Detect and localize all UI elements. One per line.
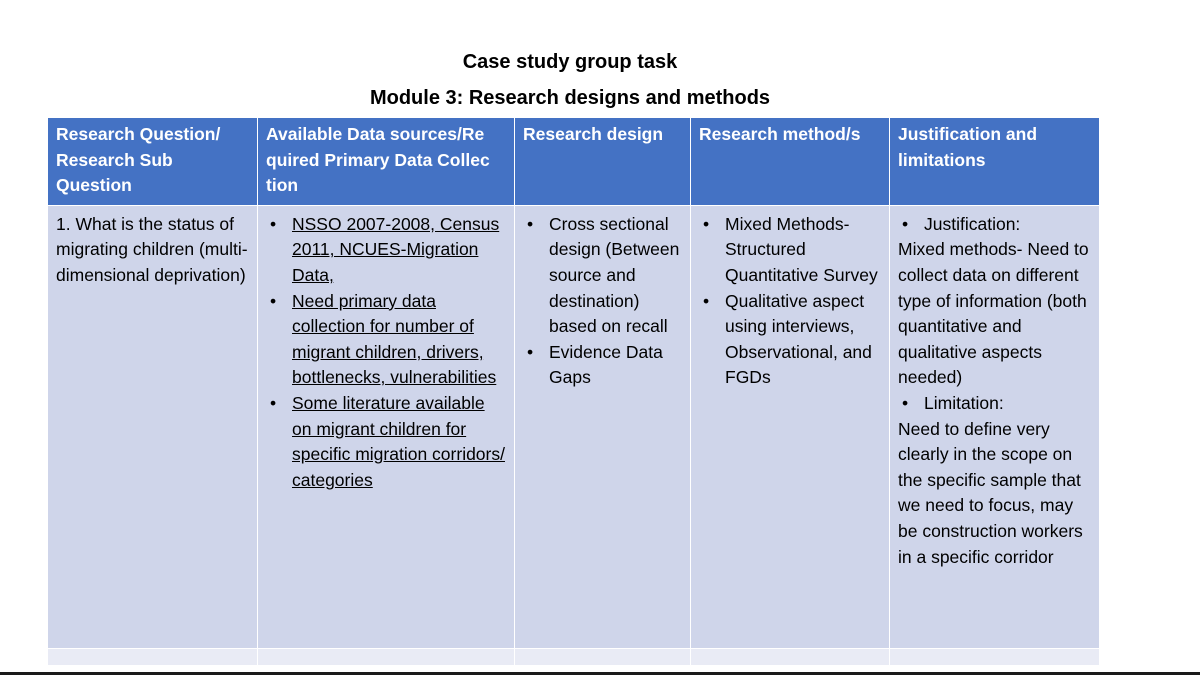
justification-heading: • Justification: [898, 212, 1091, 238]
data-source-text: NSSO 2007-2008, Census 2011, NCUES-Migration Data, [292, 213, 500, 285]
list-item [266, 289, 506, 391]
data-source-text: Some literature available on migrant children for specific migration corridors/ categories [292, 392, 505, 490]
empty-cell [515, 648, 691, 665]
list-item: • Mixed Methods-Structured Quantitative Survey [699, 212, 881, 289]
limitation-text: Need to define very clearly in the scope on the specific sample that we need to focus, may be construction workers in a specific corridor [898, 418, 1083, 567]
header-research-methods: Research method/s [691, 118, 890, 206]
header-research-question: Research Question/ Research Sub Question [48, 118, 258, 206]
cell-design [515, 205, 691, 648]
list-item [266, 391, 506, 493]
justification-text: Mixed methods- Need to collect data on different type of information (both quantitative and qualitative aspects needed) [898, 239, 1089, 388]
list-item: • Evidence Data Gaps [523, 340, 682, 391]
slide-title: Case study group task [462, 51, 678, 73]
table-header-row [48, 118, 1100, 206]
cell-methods [691, 205, 890, 648]
table-row [48, 648, 1100, 665]
design-list [523, 212, 682, 391]
empty-cell [48, 648, 258, 665]
list-item [266, 212, 506, 289]
slide-subtitle: Module 3: Research designs and methods [369, 87, 771, 109]
data-source-text: Need primary data collection for number of migrant children, drivers, bottlenecks, vulnerabilities [292, 290, 497, 388]
header-justification: Justification and limitations [890, 118, 1100, 206]
case-study-table [47, 117, 1100, 666]
list-item: • Qualitative aspect using interviews, Observational, and FGDs [699, 289, 881, 391]
header-data-sources: Available Data sources/Re quired Primary Data Collec tion [258, 118, 515, 206]
limitation-heading: • Limitation: [898, 391, 1091, 417]
header-research-design: Research design [515, 118, 691, 206]
list-item: • Cross sectional design (Between source and destination) based on recall [523, 212, 682, 340]
empty-cell [890, 648, 1100, 665]
methods-list [699, 212, 881, 391]
empty-cell [691, 648, 890, 665]
cell-question: 1. What is the status of migrating children (multi-dimensional deprivation) [48, 205, 258, 648]
cell-data-sources [258, 205, 515, 648]
cell-justification [890, 205, 1100, 648]
table-row [48, 205, 1100, 648]
data-sources-list [266, 212, 506, 494]
empty-cell [258, 648, 515, 665]
